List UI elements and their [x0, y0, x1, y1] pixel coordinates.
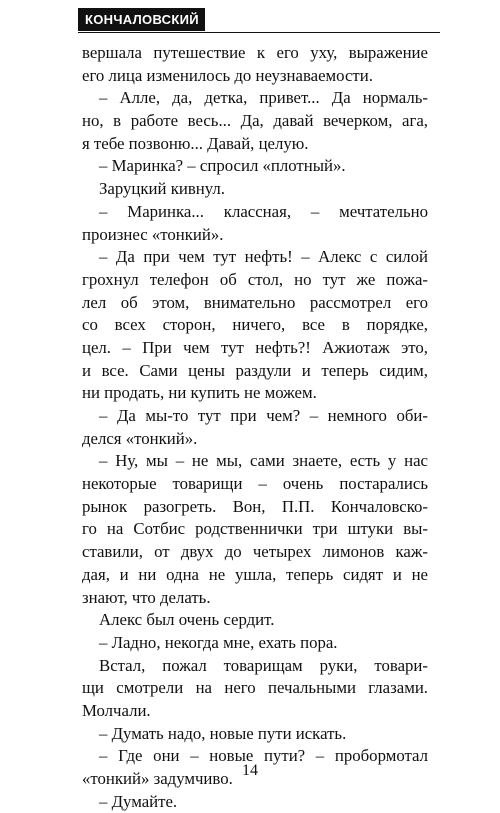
- text-line: – Алле, да, детка, привет... Да нормаль-: [99, 88, 428, 108]
- text-line: лел об этом, внимательно рассмотрел его: [82, 292, 428, 312]
- text-line: вершала путешествие к его уху, выражение: [82, 43, 428, 62]
- header-rule: [78, 32, 440, 33]
- text-line: – Маринка? – спросил «плотный».: [99, 156, 346, 176]
- text-line: го на Сотбис родственнички три штуки вы-: [82, 519, 428, 539]
- text-line: и все. Сами цены раздули и теперь сидим,: [82, 360, 428, 380]
- text-line: Алекс был очень сердит.: [99, 610, 275, 630]
- text-line: Заруцкий кивнул.: [99, 179, 225, 199]
- body-text: [82, 42, 428, 813]
- text-line: – Ну, мы – не мы, сами знаете, есть у нас: [99, 451, 428, 471]
- text-line: со всех сторон, ничего, все в порядке,: [82, 315, 428, 335]
- text-line: некоторые товарищи – очень постарались: [82, 474, 428, 494]
- text-line: его лица изменилось до неузнаваемости.: [82, 65, 373, 85]
- text-line: Встал, пожал товарищам руки, товари-: [99, 655, 428, 675]
- text-line: рынок разогреть. Вон, П.П. Кончаловско-: [82, 496, 428, 516]
- running-header: [78, 8, 440, 33]
- text-line: – Где они – новые пути? – пробормотал: [99, 746, 428, 766]
- text-line: – Думайте.: [99, 791, 178, 811]
- text-line: – Да при чем тут нефть! – Алекс с силой: [99, 247, 428, 267]
- text-line: Молчали.: [82, 700, 151, 720]
- running-header-title: КОНЧАЛОВСКИЙ: [78, 8, 205, 31]
- text-line: произнес «тонкий».: [82, 224, 224, 244]
- text-line: дая, и ни одна не ушла, теперь сидят и не: [82, 564, 428, 584]
- text-line: но, в работе весь... Да, давай вечерком, ага,: [82, 111, 428, 131]
- text-line: щи смотрели на него печальными глазами.: [82, 678, 428, 698]
- text-line: – Ладно, некогда мне, ехать пора.: [99, 632, 338, 652]
- text-line: делся «тонкий».: [82, 428, 198, 448]
- page-number: 14: [242, 762, 258, 779]
- text-line: грохнул телефон об стол, но тут же пожа-: [82, 269, 428, 289]
- text-line: – Думать надо, новые пути искать.: [99, 723, 347, 743]
- text-line: ни продать, ни купить не можем.: [82, 383, 317, 403]
- text-line: знают, что делать.: [82, 587, 211, 607]
- text-line: – Маринка... классная, – мечтательно: [99, 201, 428, 221]
- text-line: я тебе позвоню... Давай, целую.: [82, 133, 309, 153]
- text-line: цел. – При чем тут нефть?! Ажиотаж это,: [82, 337, 428, 357]
- text-line: – Да мы-то тут при чем? – немного оби-: [99, 406, 428, 425]
- text-line: ставили, от двух до четырех лимонов каж-: [82, 542, 428, 562]
- text-line: «тонкий» задумчиво.: [82, 769, 233, 788]
